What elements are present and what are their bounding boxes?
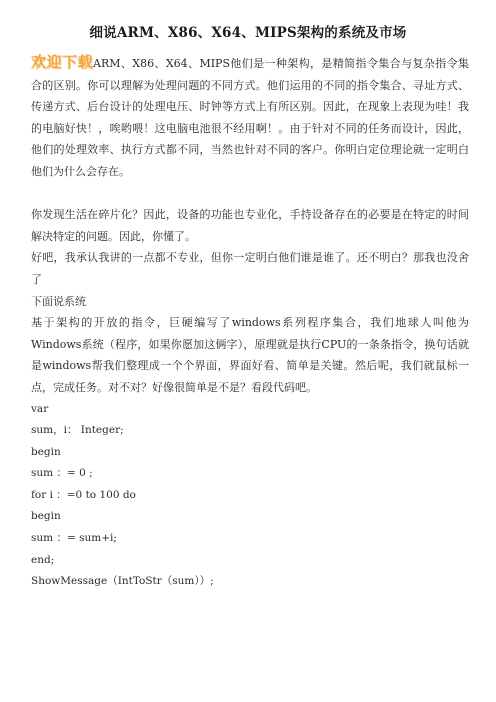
admission-paragraph: 好吧，我承认我讲的一点都不专业，但你一定明白他们谁是谁了。还不明白？那我也没舍了 xyxy=(31,251,469,286)
code-line: begin xyxy=(31,445,61,458)
code-line: var xyxy=(31,402,49,415)
document-title: 细说ARM、X86、X64、MIPS架构的系统及市场 xyxy=(89,25,407,41)
watermark-label: 欢迎下载 xyxy=(31,53,94,71)
code-line: for i ：=0 to 100 do xyxy=(31,488,136,501)
paragraph-spacer xyxy=(31,183,469,205)
fragmentation-paragraph: 你发现生活在碎片化？因此，设备的功能也专业化，手持设备存在的必要是在特定的时间解决特定的问题。因此，你懂了。 xyxy=(31,208,469,243)
document-body xyxy=(31,52,469,593)
windows-paragraph: 基于架构的开放的指令，巨硬编写了windows系列程序集合，我们地球人叫他为Windows系统（程序，如果你愿加这俩字），原理就是执行CPU的一条条指令，换句话就是windows帮我们整理成一个个界面，界面好看、简单是关键。然后呢，我们就鼠标一点，完成任务。对不对？好像很简单是不是？看段代码吧。 xyxy=(31,316,469,394)
code-line: sum ：= 0 ; xyxy=(31,467,93,480)
intro-paragraph xyxy=(31,52,469,183)
code-line: ShowMessage（IntToStr（sum））; xyxy=(31,575,214,588)
code-line: end; xyxy=(31,553,55,566)
code-block xyxy=(31,399,469,593)
code-line: sum ：= sum+i; xyxy=(31,532,117,545)
code-line: sum，i： Integer; xyxy=(31,424,124,437)
section-heading-system: 下面说系统 xyxy=(31,294,86,308)
code-line: begin xyxy=(31,510,61,523)
intro-paragraph-text: ARM、X86、X64、MIPS他们是一种架构，是精简指令集合与复杂指令集合的区别。你可以理解为处理问题的不同方式。他们运用的不同的指令集合、寻址方式、传递方式、后台设计的处理电压、时钟等方式上有所区别。因此，在现象上表现为哇！我的电脑好快！，唉哟喂！这电脑电池很不经用啊！。由于针对不同的任务而设计，因此，他们的处理效率、执行方式都不同，当然也针对不同的客户。你明白定位理论就一定明白他们为什么会存在。 xyxy=(31,57,469,178)
